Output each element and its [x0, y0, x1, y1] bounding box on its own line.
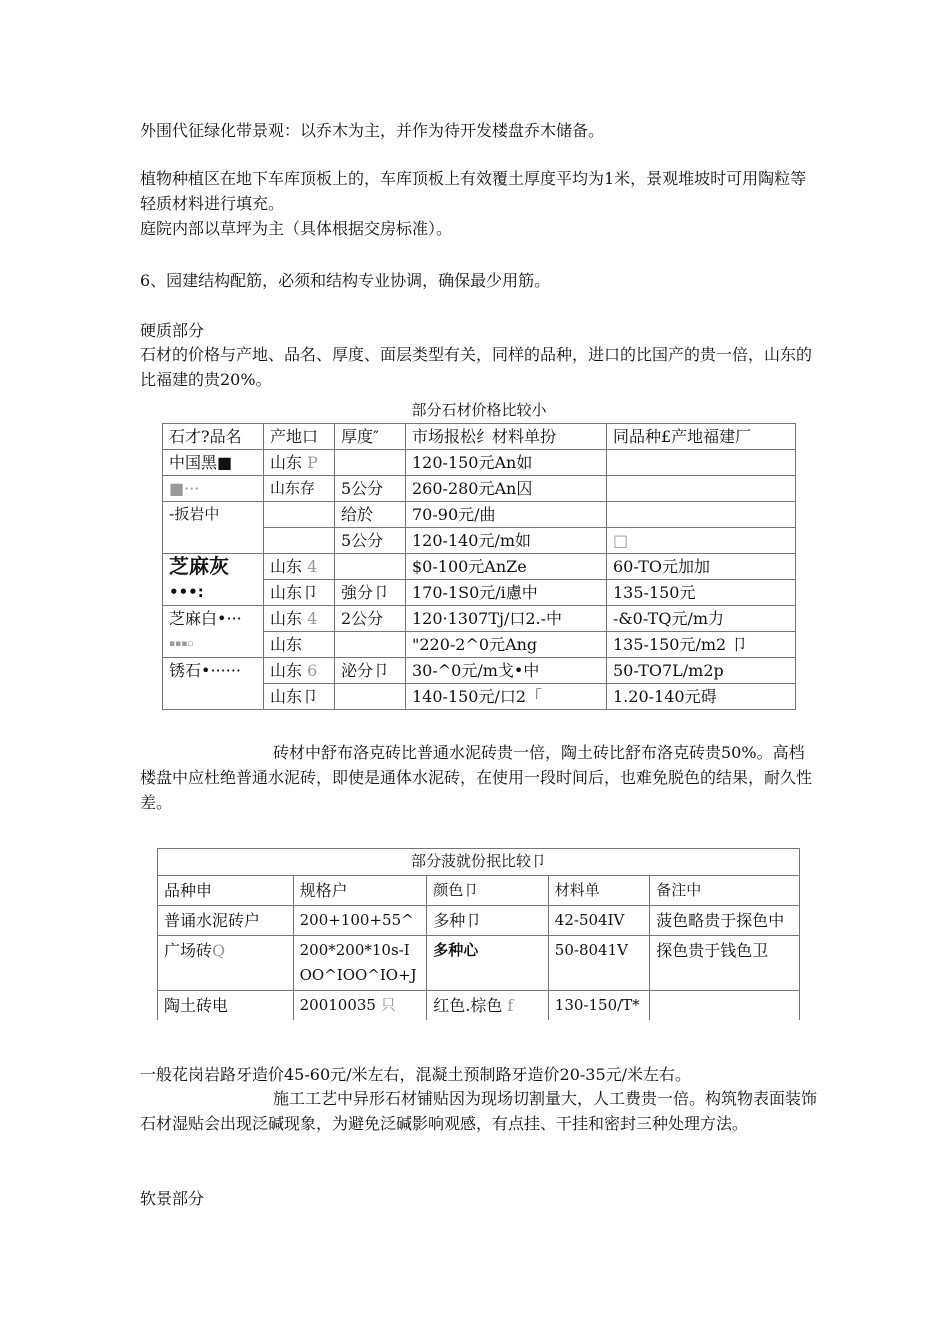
- table-header: 石才?品名: [163, 424, 264, 450]
- table-header: 规格户: [293, 876, 427, 906]
- table-cell: -扳岩中: [163, 502, 264, 528]
- table-cell: 芝麻灰: [163, 554, 264, 580]
- table-caption: 部分石材价格比较小: [411, 401, 547, 419]
- paragraph-construction: 施工工艺中异形石材铺贴因为现场切割量大，人工费贵一倍。构筑物表面装饰石材湿贴会出现泛碱现象，为避免泛碱影响观感，有点挂、干挂和密封三种处理方法。: [140, 1089, 818, 1133]
- table-cell: "220-2^0元Ang: [406, 632, 607, 658]
- table-row: [163, 502, 796, 528]
- table-cell: 5公分: [335, 476, 406, 502]
- table-cell: 60-TO元加加: [607, 554, 796, 580]
- table-row: [163, 580, 796, 606]
- table-cell: [335, 554, 406, 580]
- table-cell: [607, 476, 796, 502]
- table-cell: [163, 684, 264, 710]
- table-cell: 山东卩: [264, 580, 335, 606]
- table-cell: [264, 502, 335, 528]
- table-cell: 多种卩: [427, 906, 549, 936]
- table-cell: 5公分: [335, 528, 406, 554]
- table-header: 材料单: [548, 876, 649, 906]
- table-row: [158, 936, 800, 991]
- table-header: 备注中: [650, 876, 800, 906]
- section-heading-hard: 硬质部分: [140, 321, 205, 340]
- table-cell: [335, 632, 406, 658]
- table-cell: 135-150元: [607, 580, 796, 606]
- table-cell: 山东存: [264, 476, 335, 502]
- table-cell: 120-150元An如: [406, 450, 607, 476]
- table-cell: 2公分: [335, 606, 406, 632]
- table-cell: 红色.棕色 f: [427, 991, 549, 1021]
- table-header: 品种申: [158, 876, 294, 906]
- table-cell: 30-^0元/m戈•中: [406, 658, 607, 684]
- table-cell: 200*200*10s-IOO^IOO^IO+J: [293, 936, 427, 991]
- table-header: 市场报松纟材料单扮: [406, 424, 607, 450]
- paragraph-curb-cost: 一般花岗岩路牙造价45-60元/米左右，混凝土预制路牙造价20-35元/米左右。: [140, 1065, 692, 1084]
- table-cell: 130-150/T*: [548, 991, 649, 1021]
- table-cell: 135-150元/m2 卩: [607, 632, 796, 658]
- table-cell: ■···: [163, 476, 264, 502]
- paragraph-greenbelt: 外围代征绿化带景观：以乔木为主，并作为待开发楼盘乔木储备。: [140, 121, 605, 140]
- table-row: [163, 606, 796, 632]
- table-cell: 200+100+55^: [293, 906, 427, 936]
- table-cell: 山东 P: [264, 450, 335, 476]
- paragraph-bricks: 砖材中舒布洛克砖比普通水泥砖贵一倍，陶土砖比舒布洛克砖贵50%。高档楼盘中应杜绝普通水泥砖，即使是通体水泥砖，在使用一段时间后，也难免脱色的结果，耐久性差。: [140, 743, 813, 812]
- table-cell: 120·1307Tj/口2.-中: [406, 606, 607, 632]
- table-cell: 给於: [335, 502, 406, 528]
- table-row: [163, 658, 796, 684]
- table-cell: 山东: [264, 632, 335, 658]
- table-caption: 部分菠就份抿比较卩: [158, 849, 800, 876]
- table-cell: □: [607, 528, 796, 554]
- table-cell: 140-150元/口2「: [406, 684, 607, 710]
- table-cell: -&0-TQ元/m力: [607, 606, 796, 632]
- table-cell: 42-504IV: [548, 906, 649, 936]
- table-cell: [335, 450, 406, 476]
- table-cell: 锈石•······: [163, 658, 264, 684]
- table-cell: 山东 6: [264, 658, 335, 684]
- table-cell: 探色贵于钱色卫: [650, 936, 800, 991]
- table-cell: 多种心: [427, 936, 549, 991]
- paragraph-courtyard: 庭院内部以草坪为主（具体根据交房标准）。: [140, 219, 453, 238]
- table-cell: $0-100元AnZe: [406, 554, 607, 580]
- table-cell: 50-8041V: [548, 936, 649, 991]
- table-cell: [163, 528, 264, 554]
- table-cell: 中国黑■: [163, 450, 264, 476]
- paragraph-structure: 6、园建结构配筋，必须和结构专业协调，确保最少用筋。: [140, 271, 551, 290]
- table-row: [163, 476, 796, 502]
- table-cell: •••:: [163, 580, 264, 606]
- stone-price-table: [162, 398, 796, 710]
- table-header: 颜色卩: [427, 876, 549, 906]
- table-cell: 120-140元/m如: [406, 528, 607, 554]
- table-header-row: [163, 424, 796, 450]
- table-row: [163, 554, 796, 580]
- table-header-row: [158, 876, 800, 906]
- table-cell: 70-90元/曲: [406, 502, 607, 528]
- table-cell: ▪▪▪▫: [163, 632, 264, 658]
- paragraph-planting-area: 植物种植区在地下车库顶板上的，车库顶板上有效覆土厚度平均为1米，景观堆坡时可用陶粒等轻质材料进行填充。: [140, 169, 807, 213]
- table-cell: 260-280元An囚: [406, 476, 607, 502]
- table-cell: 泌分卩: [335, 658, 406, 684]
- paragraph-stone-price: 石材的价格与产地、品名、厚度、面层类型有关，同样的品种，进口的比国产的贵一倍，山东的比福建的贵20%。: [140, 345, 813, 389]
- table-cell: 普诵水泥砖户: [158, 906, 294, 936]
- table-cell: 170-1S0元/i慮中: [406, 580, 607, 606]
- table-cell: [650, 991, 800, 1021]
- table-cell: 20010035 只: [293, 991, 427, 1021]
- table-cell: [335, 684, 406, 710]
- table-row: [163, 684, 796, 710]
- table-row: [163, 528, 796, 554]
- table-header: 厚度″: [335, 424, 406, 450]
- table-cell: 山东 4: [264, 554, 335, 580]
- table-row: [163, 450, 796, 476]
- table-cell: 強分卩: [335, 580, 406, 606]
- table-cell: 陶土砖电: [158, 991, 294, 1021]
- table-cell: 山东 4: [264, 606, 335, 632]
- section-heading-soft: 软景部分: [140, 1189, 205, 1208]
- brick-price-table: [157, 848, 800, 1020]
- table-row: [163, 632, 796, 658]
- table-cell: [607, 502, 796, 528]
- table-cell: 1.20-140元碍: [607, 684, 796, 710]
- table-cell: 菠色略贵于探色中: [650, 906, 800, 936]
- table-cell: 山东卩: [264, 684, 335, 710]
- table-cell: 50-TO7L/m2p: [607, 658, 796, 684]
- table-cell: [264, 528, 335, 554]
- table-header: 同品种£产地福建厂: [607, 424, 796, 450]
- table-row: [158, 991, 800, 1021]
- table-cell: [607, 450, 796, 476]
- table-row: [158, 906, 800, 936]
- table-cell: 广场砖Q: [158, 936, 294, 991]
- table-cell: 芝麻白•···: [163, 606, 264, 632]
- table-header: 产地口: [264, 424, 335, 450]
